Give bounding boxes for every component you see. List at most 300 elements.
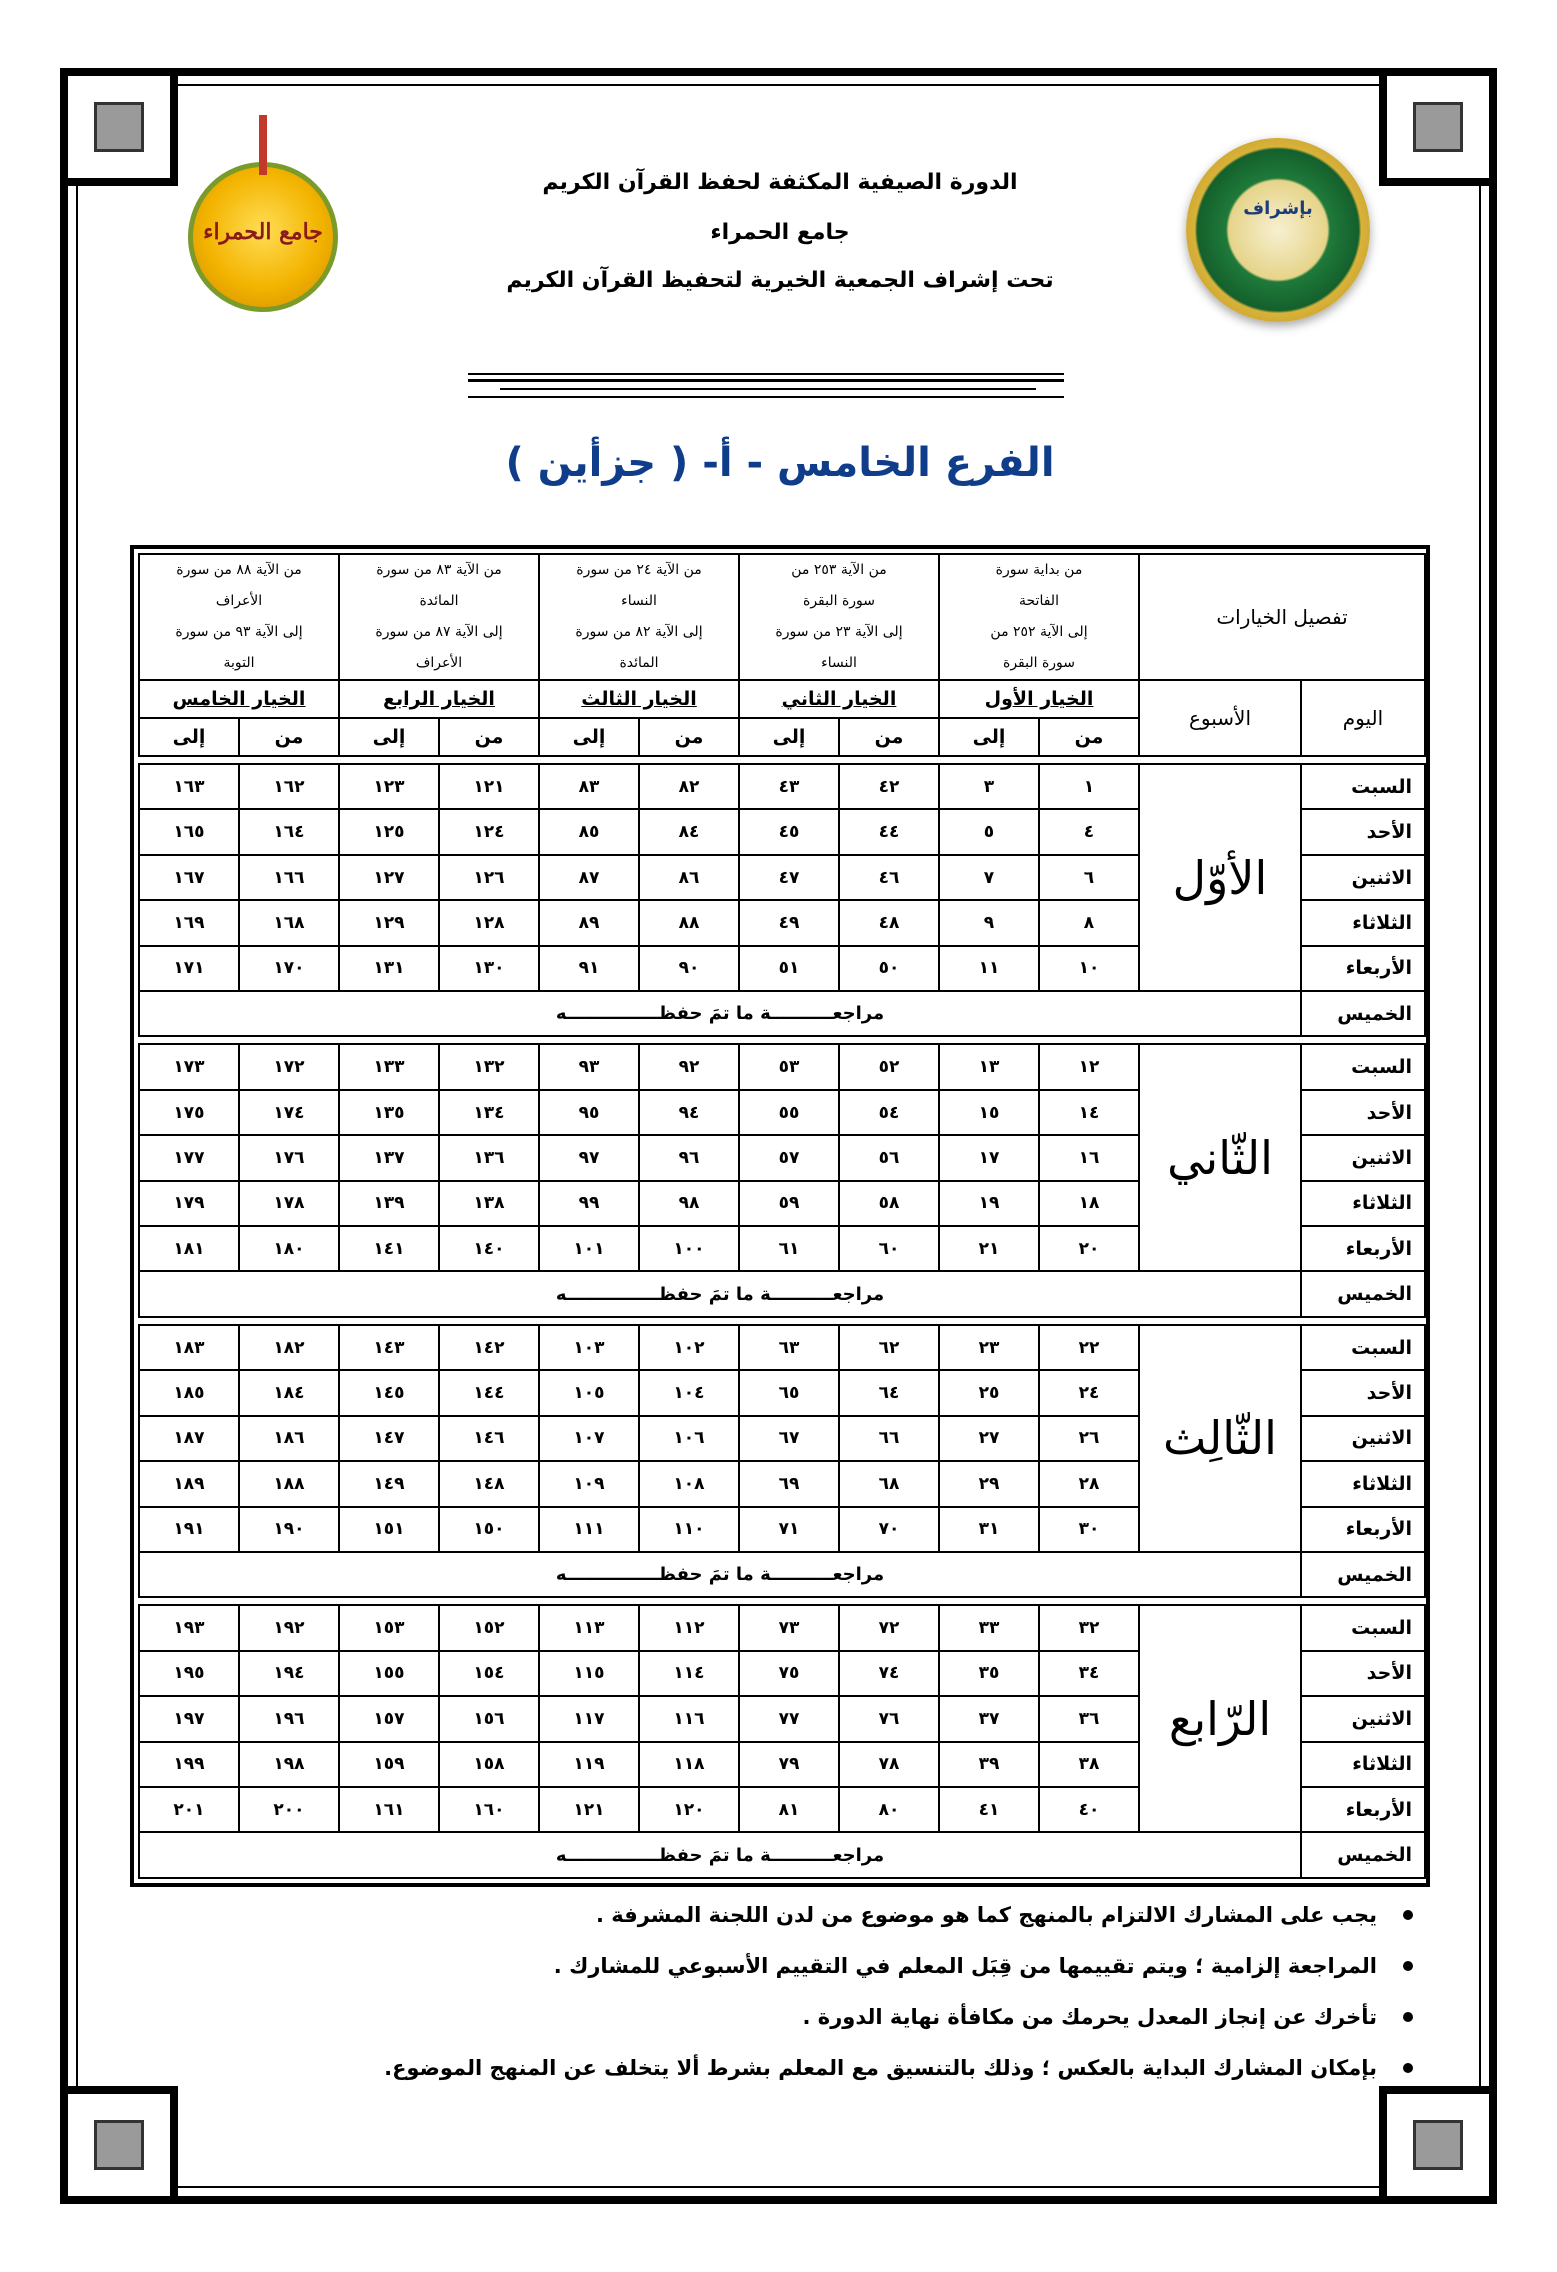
option-name: الخيار الرابع [339, 680, 539, 718]
verse-number-cell: ١٣٥ [339, 1090, 439, 1135]
verse-number-cell: ٣٨ [1039, 1742, 1139, 1787]
verse-number-cell: ١٢٦ [439, 855, 539, 900]
week-column-header: الأسبوع [1139, 680, 1301, 756]
verse-number-cell: ٧٢ [839, 1605, 939, 1650]
verse-number-cell: ٩٧ [539, 1135, 639, 1180]
verse-number-cell: ٩٦ [639, 1135, 739, 1180]
verse-number-cell: ٤٤ [839, 809, 939, 854]
option-range [539, 554, 739, 680]
verse-number-cell: ١١٨ [639, 1742, 739, 1787]
verse-number-cell: ٤٣ [739, 764, 839, 809]
verse-number-cell: ١٩ [939, 1181, 1039, 1226]
verse-number-cell: ١١٢ [639, 1605, 739, 1650]
verse-number-cell: ١١٤ [639, 1651, 739, 1696]
verse-number-cell: ١٦٤ [239, 809, 339, 854]
verse-number-cell: ١٧ [939, 1135, 1039, 1180]
week-separator [139, 1597, 1425, 1605]
verse-number-cell: ١٧٠ [239, 946, 339, 991]
verse-number-cell: ١٨٥ [139, 1370, 239, 1415]
verse-number-cell: ٦١ [739, 1226, 839, 1271]
verse-number-cell: ١٨٢ [239, 1325, 339, 1370]
verse-number-cell: ٧٠ [839, 1507, 939, 1552]
day-name: السبت [1301, 764, 1425, 809]
verse-number-cell: ١٥ [939, 1090, 1039, 1135]
week-name: الرّابع [1139, 1605, 1301, 1832]
option-range-line: المائدة [419, 593, 459, 609]
header-divider [468, 379, 1064, 382]
option-range-line: الأعراف [215, 593, 263, 609]
verse-number-cell: ١٨٧ [139, 1416, 239, 1461]
verse-number-cell: ١١٧ [539, 1696, 639, 1741]
verse-number-cell: ٧٦ [839, 1696, 939, 1741]
week-separator [139, 756, 1425, 764]
week-name: الثّالِث [1139, 1325, 1301, 1552]
verse-number-cell: ٣٦ [1039, 1696, 1139, 1741]
verse-number-cell: ١٣٦ [439, 1135, 539, 1180]
day-name: الثلاثاء [1301, 900, 1425, 945]
verse-number-cell: ١٢١ [539, 1787, 639, 1832]
verse-number-cell: ١٩٩ [139, 1742, 239, 1787]
day-name: السبت [1301, 1044, 1425, 1089]
verse-number-cell: ٢٨ [1039, 1461, 1139, 1506]
day-name: السبت [1301, 1605, 1425, 1650]
verse-number-cell: ١٠٠ [639, 1226, 739, 1271]
verse-number-cell: ٩٥ [539, 1090, 639, 1135]
verse-number-cell: ٤٦ [839, 855, 939, 900]
day-name: الخميس [1301, 991, 1425, 1036]
verse-number-cell: ٥ [939, 809, 1039, 854]
from-header: من [439, 718, 539, 756]
verse-number-cell: ٨٤ [639, 809, 739, 854]
week-separator [139, 1036, 1425, 1044]
bullet-icon [1403, 1910, 1413, 1920]
verse-number-cell: ١٦ [1039, 1135, 1139, 1180]
day-row [139, 1605, 1425, 1650]
verse-number-cell: ١ [1039, 764, 1139, 809]
verse-number-cell: ٣٧ [939, 1696, 1039, 1741]
verse-number-cell: ٩٢ [639, 1044, 739, 1089]
verse-number-cell: ٦٦ [839, 1416, 939, 1461]
options-name-row [139, 680, 1425, 718]
verse-number-cell: ٤٢ [839, 764, 939, 809]
option-range-line: من الآية ٢٥٣ من [791, 562, 887, 578]
day-name: الثلاثاء [1301, 1461, 1425, 1506]
day-name: السبت [1301, 1325, 1425, 1370]
from-header: من [639, 718, 739, 756]
from-header: من [839, 718, 939, 756]
verse-number-cell: ٢٥ [939, 1370, 1039, 1415]
week-name: الثّاني [1139, 1044, 1301, 1271]
verse-number-cell: ٥٩ [739, 1181, 839, 1226]
verse-number-cell: ١٢٠ [639, 1787, 739, 1832]
day-name: الاثنين [1301, 1696, 1425, 1741]
day-name: الأحد [1301, 1651, 1425, 1696]
day-column-header: اليوم [1301, 680, 1425, 756]
verse-number-cell: ١٥٨ [439, 1742, 539, 1787]
note-item [120, 1890, 1417, 1941]
society-seal-logo [1186, 138, 1370, 322]
review-text: مراجعــــــــــة ما تمَ حفظـــــــــــــــه [139, 1271, 1301, 1316]
verse-number-cell: ١٢١ [439, 764, 539, 809]
verse-number-cell: ١٦٠ [439, 1787, 539, 1832]
verse-number-cell: ١٧٦ [239, 1135, 339, 1180]
option-range-line: المائدة [619, 655, 659, 671]
verse-number-cell: ١٦١ [339, 1787, 439, 1832]
verse-number-cell: ١٨٤ [239, 1370, 339, 1415]
verse-number-cell: ١٤١ [339, 1226, 439, 1271]
verse-number-cell: ٢٢ [1039, 1325, 1139, 1370]
verse-number-cell: ١٣٨ [439, 1181, 539, 1226]
verse-number-cell: ٢٠ [1039, 1226, 1139, 1271]
verse-number-cell: ٣٠ [1039, 1507, 1139, 1552]
verse-number-cell: ١٧٣ [139, 1044, 239, 1089]
verse-number-cell: ٥٧ [739, 1135, 839, 1180]
option-range-line: الأعراف [415, 655, 463, 671]
day-name: الاثنين [1301, 1135, 1425, 1180]
verse-number-cell: ١٩٠ [239, 1507, 339, 1552]
review-text: مراجعــــــــــة ما تمَ حفظـــــــــــــــه [139, 991, 1301, 1036]
verse-number-cell: ٤ [1039, 809, 1139, 854]
verse-number-cell: ١٢ [1039, 1044, 1139, 1089]
bullet-icon [1403, 2063, 1413, 2073]
options-details-label: تفصيل الخيارات [1139, 554, 1425, 680]
week-separator-cell [139, 756, 1425, 764]
verse-number-cell: ١٠٦ [639, 1416, 739, 1461]
verse-number-cell: ١٩٢ [239, 1605, 339, 1650]
minaret-icon [259, 115, 267, 175]
verse-number-cell: ١٧٥ [139, 1090, 239, 1135]
verse-number-cell: ٧٤ [839, 1651, 939, 1696]
verse-number-cell: ١٩١ [139, 1507, 239, 1552]
verse-number-cell: ٥٦ [839, 1135, 939, 1180]
verse-number-cell: ٦٥ [739, 1370, 839, 1415]
verse-number-cell: ١٤٥ [339, 1370, 439, 1415]
to-header: إلى [539, 718, 639, 756]
verse-number-cell: ١١ [939, 946, 1039, 991]
verse-number-cell: ٣٥ [939, 1651, 1039, 1696]
option-range-line: النساء [621, 593, 657, 609]
verse-number-cell: ١٥١ [339, 1507, 439, 1552]
verse-number-cell: ١٥٥ [339, 1651, 439, 1696]
verse-number-cell: ١٧٢ [239, 1044, 339, 1089]
option-range-line: النساء [821, 655, 857, 671]
verse-number-cell: ٦٧ [739, 1416, 839, 1461]
verse-number-cell: ١٢٧ [339, 855, 439, 900]
corner-ornament-top-right [1379, 68, 1497, 186]
verse-number-cell: ١٤٤ [439, 1370, 539, 1415]
verse-number-cell: ١٤٠ [439, 1226, 539, 1271]
option-name: الخيار الأول [939, 680, 1139, 718]
verse-number-cell: ١٥٦ [439, 1696, 539, 1741]
verse-number-cell: ٦٣ [739, 1325, 839, 1370]
day-name: الخميس [1301, 1832, 1425, 1878]
verse-number-cell: ١٠٩ [539, 1461, 639, 1506]
verse-number-cell: ٥٠ [839, 946, 939, 991]
verse-number-cell: ٨١ [739, 1787, 839, 1832]
verse-number-cell: ٨٥ [539, 809, 639, 854]
notes-list [120, 1890, 1417, 2094]
verse-number-cell: ١٣٣ [339, 1044, 439, 1089]
review-text: مراجعــــــــــة ما تمَ حفظـــــــــــــــه [139, 1552, 1301, 1597]
note-item [120, 2043, 1417, 2094]
option-range [339, 554, 539, 680]
verse-number-cell: ٢٤ [1039, 1370, 1139, 1415]
verse-number-cell: ١٨١ [139, 1226, 239, 1271]
mosque-logo [188, 162, 338, 312]
option-range [139, 554, 339, 680]
verse-number-cell: ١٤٣ [339, 1325, 439, 1370]
day-name: الأربعاء [1301, 1507, 1425, 1552]
verse-number-cell: ١٤٩ [339, 1461, 439, 1506]
to-header: إلى [939, 718, 1039, 756]
bullet-icon [1403, 1961, 1413, 1971]
week-separator [139, 1317, 1425, 1325]
day-name: الثلاثاء [1301, 1181, 1425, 1226]
verse-number-cell: ١١٣ [539, 1605, 639, 1650]
verse-number-cell: ٨٧ [539, 855, 639, 900]
verse-number-cell: ١٢٣ [339, 764, 439, 809]
option-range-line: الفاتحة [1019, 593, 1059, 609]
verse-number-cell: ٥٨ [839, 1181, 939, 1226]
option-range-line: سورة البقرة [802, 593, 876, 609]
verse-number-cell: ١٦٥ [139, 809, 239, 854]
verse-number-cell: ٥٢ [839, 1044, 939, 1089]
verse-number-cell: ١٨٩ [139, 1461, 239, 1506]
option-range-line: من الآية ٨٨ من سورة [176, 562, 302, 578]
verse-number-cell: ١٨٣ [139, 1325, 239, 1370]
to-header: إلى [339, 718, 439, 756]
verse-number-cell: ١١٥ [539, 1651, 639, 1696]
option-range [739, 554, 939, 680]
verse-number-cell: ٩٣ [539, 1044, 639, 1089]
day-name: الخميس [1301, 1552, 1425, 1597]
option-range-line: التوبة [223, 655, 255, 671]
note-text: تأخرك عن إنجاز المعدل يحرمك من مكافأة نهاية الدورة . [802, 2005, 1377, 2029]
verse-number-cell: ١٠٢ [639, 1325, 739, 1370]
day-row [139, 1325, 1425, 1370]
verse-number-cell: ٩٤ [639, 1090, 739, 1135]
verse-number-cell: ١٩٥ [139, 1651, 239, 1696]
week-separator-cell [139, 1317, 1425, 1325]
verse-number-cell: ١٥٣ [339, 1605, 439, 1650]
verse-number-cell: ٨ [1039, 900, 1139, 945]
day-name: الأربعاء [1301, 1787, 1425, 1832]
verse-number-cell: ١٧١ [139, 946, 239, 991]
verse-number-cell: ٥٣ [739, 1044, 839, 1089]
verse-number-cell: ٦٢ [839, 1325, 939, 1370]
verse-number-cell: ١٨٦ [239, 1416, 339, 1461]
verse-number-cell: ٥١ [739, 946, 839, 991]
schedule-table-frame [130, 545, 1430, 1887]
verse-number-cell: ٨٨ [639, 900, 739, 945]
verse-number-cell: ٣١ [939, 1507, 1039, 1552]
verse-number-cell: ٣٢ [1039, 1605, 1139, 1650]
verse-number-cell: ٢٣ [939, 1325, 1039, 1370]
option-name: الخيار الثاني [739, 680, 939, 718]
week-separator-cell [139, 1597, 1425, 1605]
verse-number-cell: ٨٣ [539, 764, 639, 809]
verse-number-cell: ٥٥ [739, 1090, 839, 1135]
verse-number-cell: ١٩٧ [139, 1696, 239, 1741]
verse-number-cell: ١٥٩ [339, 1742, 439, 1787]
verse-number-cell: ١٤٨ [439, 1461, 539, 1506]
verse-number-cell: ١٧٩ [139, 1181, 239, 1226]
verse-number-cell: ١١٠ [639, 1507, 739, 1552]
verse-number-cell: ١٣ [939, 1044, 1039, 1089]
verse-number-cell: ١٦٨ [239, 900, 339, 945]
verse-number-cell: ١٣١ [339, 946, 439, 991]
verse-number-cell: ٨٢ [639, 764, 739, 809]
verse-number-cell: ٦٩ [739, 1461, 839, 1506]
option-range-line: إلى الآية ٢٣ من سورة [775, 624, 903, 640]
corner-ornament-bottom-right [1379, 2086, 1497, 2204]
corner-ornament-top-left [60, 68, 178, 186]
day-name: الاثنين [1301, 855, 1425, 900]
to-header: إلى [739, 718, 839, 756]
verse-number-cell: ٧١ [739, 1507, 839, 1552]
verse-number-cell: ٣٩ [939, 1742, 1039, 1787]
verse-number-cell: ١٠٣ [539, 1325, 639, 1370]
verse-number-cell: ١٢٤ [439, 809, 539, 854]
verse-number-cell: ٢٩ [939, 1461, 1039, 1506]
verse-number-cell: ٧٥ [739, 1651, 839, 1696]
verse-number-cell: ١٤٧ [339, 1416, 439, 1461]
option-range-line: إلى الآية ٨٧ من سورة [375, 624, 503, 640]
verse-number-cell: ٤٠ [1039, 1787, 1139, 1832]
verse-number-cell: ٤٧ [739, 855, 839, 900]
header-divider [468, 373, 1064, 375]
note-text: المراجعة إلزامية ؛ ويتم تقييمها من قِبَل المعلم في التقييم الأسبوعي للمشارك . [553, 1954, 1377, 1978]
verse-number-cell: ٧٣ [739, 1605, 839, 1650]
verse-number-cell: ٣ [939, 764, 1039, 809]
verse-number-cell: ٣٤ [1039, 1651, 1139, 1696]
option-range-line: من الآية ٨٣ من سورة [376, 562, 502, 578]
verse-number-cell: ١٣٠ [439, 946, 539, 991]
note-text: بإمكان المشارك البداية بالعكس ؛ وذلك بالتنسيق مع المعلم بشرط ألا يتخلف عن المنهج الموضوع. [384, 2056, 1377, 2080]
verse-number-cell: ٧٧ [739, 1696, 839, 1741]
verse-number-cell: ١١٩ [539, 1742, 639, 1787]
verse-number-cell: ٢٦ [1039, 1416, 1139, 1461]
verse-number-cell: ١١٦ [639, 1696, 739, 1741]
note-text: يجب على المشارك الالتزام بالمنهج كما هو موضوع من لدن اللجنة المشرفة . [595, 1903, 1377, 1927]
verse-number-cell: ١٦٩ [139, 900, 239, 945]
option-range-line: من بداية سورة [995, 562, 1083, 578]
verse-number-cell: ١٤٦ [439, 1416, 539, 1461]
verse-number-cell: ٦ [1039, 855, 1139, 900]
mosque-logo-label: جامع الحمراء [203, 219, 323, 245]
verse-number-cell: ١٧٧ [139, 1135, 239, 1180]
header-course-name: الدورة الصيفية المكثفة لحفظ القرآن الكريم [542, 170, 1018, 195]
header-divider [500, 388, 1036, 390]
schedule-table [138, 553, 1426, 1879]
verse-number-cell: ٦٤ [839, 1370, 939, 1415]
verse-number-cell: ١٣٤ [439, 1090, 539, 1135]
day-name: الأحد [1301, 1090, 1425, 1135]
verse-number-cell: ١٤٢ [439, 1325, 539, 1370]
verse-number-cell: ٩ [939, 900, 1039, 945]
day-name: الخميس [1301, 1271, 1425, 1316]
verse-number-cell: ١٤ [1039, 1090, 1139, 1135]
verse-number-cell: ١٥٤ [439, 1651, 539, 1696]
day-row [139, 1044, 1425, 1089]
verse-number-cell: ١٢٨ [439, 900, 539, 945]
note-item [120, 1992, 1417, 2043]
society-seal-label: بإشراف [1243, 198, 1313, 219]
verse-number-cell: ١٠ [1039, 946, 1139, 991]
verse-number-cell: ١٧٤ [239, 1090, 339, 1135]
verse-number-cell: ١٦٧ [139, 855, 239, 900]
verse-number-cell: ٣٣ [939, 1605, 1039, 1650]
option-range [939, 554, 1139, 680]
week-name: الأوّل [1139, 764, 1301, 991]
option-name: الخيار الثالث [539, 680, 739, 718]
from-header: من [1039, 718, 1139, 756]
day-name: الأربعاء [1301, 946, 1425, 991]
options-detail-row [139, 554, 1425, 680]
note-item [120, 1941, 1417, 1992]
review-row [139, 991, 1425, 1036]
verse-number-cell: ٤٩ [739, 900, 839, 945]
verse-number-cell: ١٧٨ [239, 1181, 339, 1226]
from-header: من [239, 718, 339, 756]
header-divider [468, 396, 1064, 398]
verse-number-cell: ٨٩ [539, 900, 639, 945]
verse-number-cell: ٨٦ [639, 855, 739, 900]
day-row [139, 764, 1425, 809]
verse-number-cell: ١٥٧ [339, 1696, 439, 1741]
option-name: الخيار الخامس [139, 680, 339, 718]
verse-number-cell: ١١١ [539, 1507, 639, 1552]
verse-number-cell: ٨٠ [839, 1787, 939, 1832]
verse-number-cell: ٤٥ [739, 809, 839, 854]
verse-number-cell: ٢٠٠ [239, 1787, 339, 1832]
corner-ornament-bottom-left [60, 2086, 178, 2204]
verse-number-cell: ١٠٧ [539, 1416, 639, 1461]
verse-number-cell: ١٦٣ [139, 764, 239, 809]
verse-number-cell: ١٥٠ [439, 1507, 539, 1552]
verse-number-cell: ١٣٧ [339, 1135, 439, 1180]
day-name: الثلاثاء [1301, 1742, 1425, 1787]
verse-number-cell: ١٦٢ [239, 764, 339, 809]
header-mosque-name: جامع الحمراء [710, 220, 850, 245]
option-range-line: إلى الآية ٢٥٢ من [990, 624, 1088, 640]
day-name: الأحد [1301, 809, 1425, 854]
verse-number-cell: ١٠٨ [639, 1461, 739, 1506]
verse-number-cell: ١٩٣ [139, 1605, 239, 1650]
verse-number-cell: ١٩٨ [239, 1742, 339, 1787]
verse-number-cell: ٩٨ [639, 1181, 739, 1226]
verse-number-cell: ٩٩ [539, 1181, 639, 1226]
verse-number-cell: ٧ [939, 855, 1039, 900]
verse-number-cell: ١٣٩ [339, 1181, 439, 1226]
verse-number-cell: ١٢٩ [339, 900, 439, 945]
verse-number-cell: ١٣٢ [439, 1044, 539, 1089]
verse-number-cell: ٦٠ [839, 1226, 939, 1271]
verse-number-cell: ١٠٥ [539, 1370, 639, 1415]
week-separator-cell [139, 1036, 1425, 1044]
day-name: الأربعاء [1301, 1226, 1425, 1271]
review-row [139, 1271, 1425, 1316]
verse-number-cell: ٦٨ [839, 1461, 939, 1506]
review-row [139, 1552, 1425, 1597]
verse-number-cell: ١٨ [1039, 1181, 1139, 1226]
verse-number-cell: ١٥٢ [439, 1605, 539, 1650]
verse-number-cell: ١٩٦ [239, 1696, 339, 1741]
verse-number-cell: ٩٠ [639, 946, 739, 991]
verse-number-cell: ٥٤ [839, 1090, 939, 1135]
verse-number-cell: ١٦٦ [239, 855, 339, 900]
verse-number-cell: ٧٩ [739, 1742, 839, 1787]
